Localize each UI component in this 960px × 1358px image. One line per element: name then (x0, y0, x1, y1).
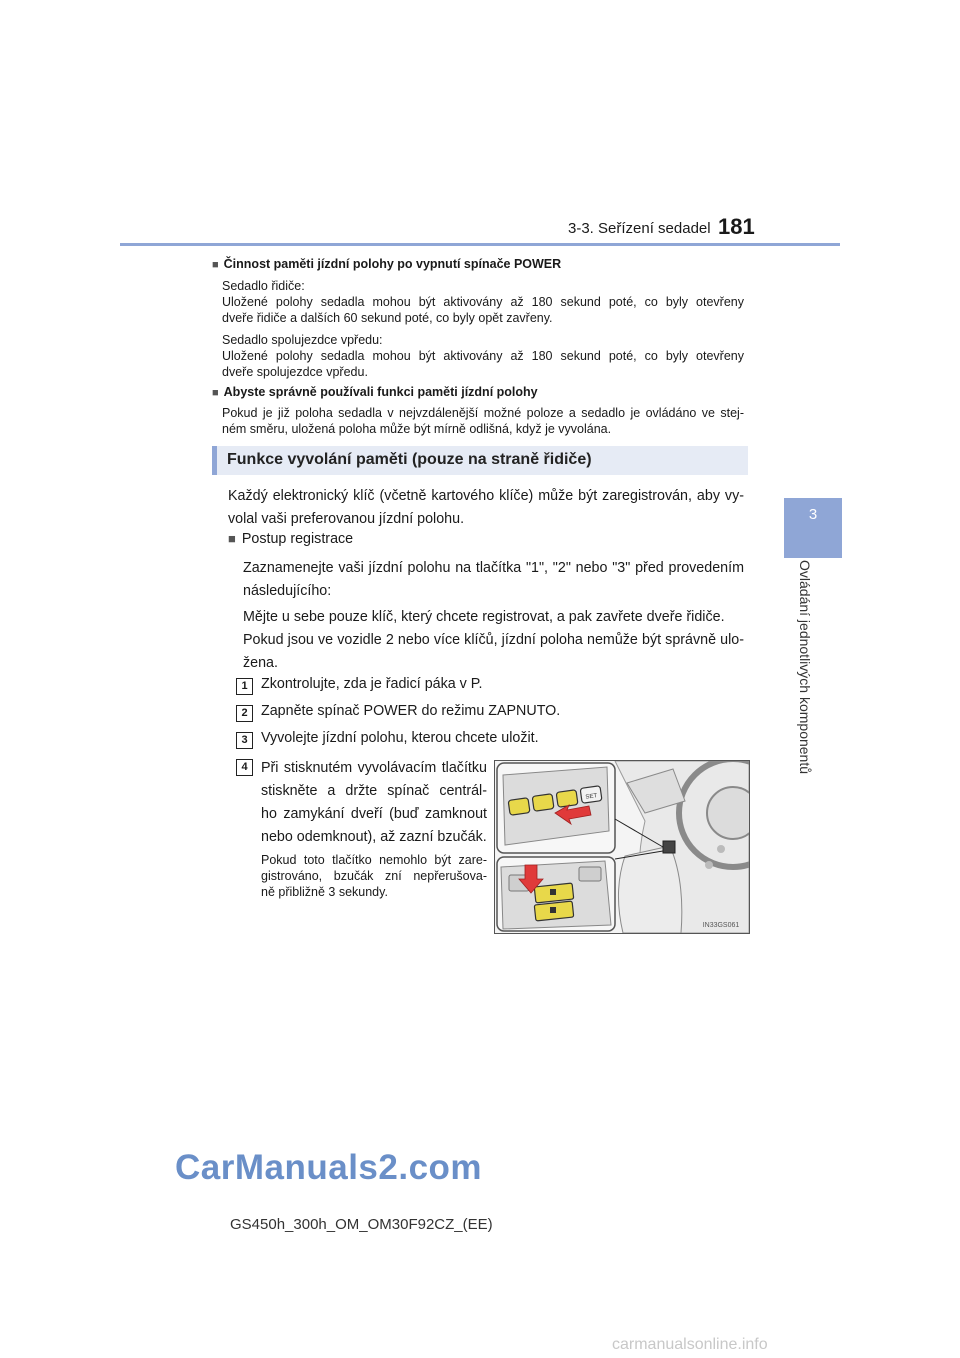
note-line: ném směru, uložená poloha může být mírně odlišná, když je vyvolána. (222, 422, 612, 436)
illustration-svg (495, 761, 749, 933)
page-number: 181 (718, 214, 755, 239)
header-section-title: 3-3. Seřízení sedadel (568, 220, 711, 237)
step-text: nebo odemknout), až zazní bzučák. (261, 829, 487, 845)
header-rule (120, 243, 840, 246)
procedure-line: Pokud jsou ve vozidle 2 nebo více klíčů, jízdní poloha nemůže být správně ulo- (243, 632, 744, 648)
square-bullet-icon: ■ (212, 387, 219, 399)
watermark: CarManuals2.com (175, 1148, 483, 1187)
note-line: Pokud je již poloha sedadla v nejvzdálenější možné poloze a sedadlo je ovládáno ve stej- (222, 406, 744, 420)
chapter-tab (784, 498, 842, 558)
note-line: Uložené polohy sedadla mohou být aktivovány až 180 sekund poté, co byly otevřeny (222, 349, 744, 363)
square-bullet-icon: ■ (212, 259, 219, 271)
procedure-line: následujícího: (243, 583, 332, 599)
step-text: stiskněte a držte spínač centrál- (261, 783, 487, 799)
procedure-heading (228, 531, 353, 547)
note-heading (212, 385, 538, 399)
procedure-line: Mějte u sebe pouze klíč, který chcete registrovat, a pak zavřete dveře řidiče. (243, 609, 725, 625)
step-text: Vyvolejte jízdní polohu, kterou chcete uložit. (261, 730, 539, 746)
door-switch-illustration (494, 760, 750, 934)
procedure-line: žena. (243, 655, 278, 671)
procedure-heading-text: Postup registrace (241, 531, 354, 547)
section-title: Funkce vyvolání paměti (pouze na straně řidiče) (227, 451, 592, 468)
step-number-box: 3 (236, 732, 253, 749)
step-number-box: 2 (236, 705, 253, 722)
step-text: Zapněte spínač POWER do režimu ZAPNUTO. (261, 703, 561, 719)
note-heading-text: Činnost paměti jízdní polohy po vypnutí spínače POWER (223, 257, 562, 271)
chapter-title: Ovládání jednotlivých komponentů (797, 560, 813, 775)
step-text: ho zamykání dveří (buď zamknout (261, 806, 487, 822)
step-note: Pokud toto tlačítko nemohlo být zare- (261, 853, 487, 867)
note-line: dveře spolujezdce vpředu. (222, 365, 368, 379)
note-line: dveře řidiče a dalších 60 sekund poté, co byly opět zavřeny. (222, 311, 553, 325)
note-line: Uložené polohy sedadla mohou být aktivovány až 180 sekund poté, co byly otevřeny (222, 295, 744, 309)
footer-code: GS450h_300h_OM_OM30F92CZ_(EE) (230, 1216, 493, 1233)
step-number-box: 1 (236, 678, 253, 695)
note-heading (212, 257, 561, 271)
step-note: ně přibližně 3 sekundy. (261, 885, 388, 899)
set-button-label: SET (585, 793, 598, 801)
procedure-line: Zaznamenejte vaši jízdní polohu na tlačítka "1", "2" nebo "3" před provedením (243, 560, 744, 576)
intro-line: Každý elektronický klíč (včetně kartového klíče) může být zaregistrován, aby vy- (228, 488, 744, 504)
note-label: Sedadlo řidiče: (222, 279, 305, 293)
chapter-number: 3 (808, 506, 818, 523)
note-heading-text: Abyste správně používali funkci paměti jízdní polohy (223, 385, 538, 399)
step-text: Zkontrolujte, zda je řadicí páka v P. (261, 676, 483, 692)
watermark-bottom: carmanualsonline.info (612, 1336, 768, 1353)
step-note: gistrováno, bzučák zní nepřerušova- (261, 869, 487, 883)
step-number-box: 4 (236, 759, 253, 776)
section-title-bar (212, 446, 748, 475)
step-text: Při stisknutém vyvolávacím tlačítku (261, 760, 487, 776)
figure-code: IN33GS061 (702, 922, 740, 929)
note-label: Sedadlo spolujezdce vpředu: (222, 333, 383, 347)
intro-line: volal vaši preferovanou jízdní polohu. (228, 511, 465, 527)
square-bullet-icon: ■ (228, 531, 236, 546)
